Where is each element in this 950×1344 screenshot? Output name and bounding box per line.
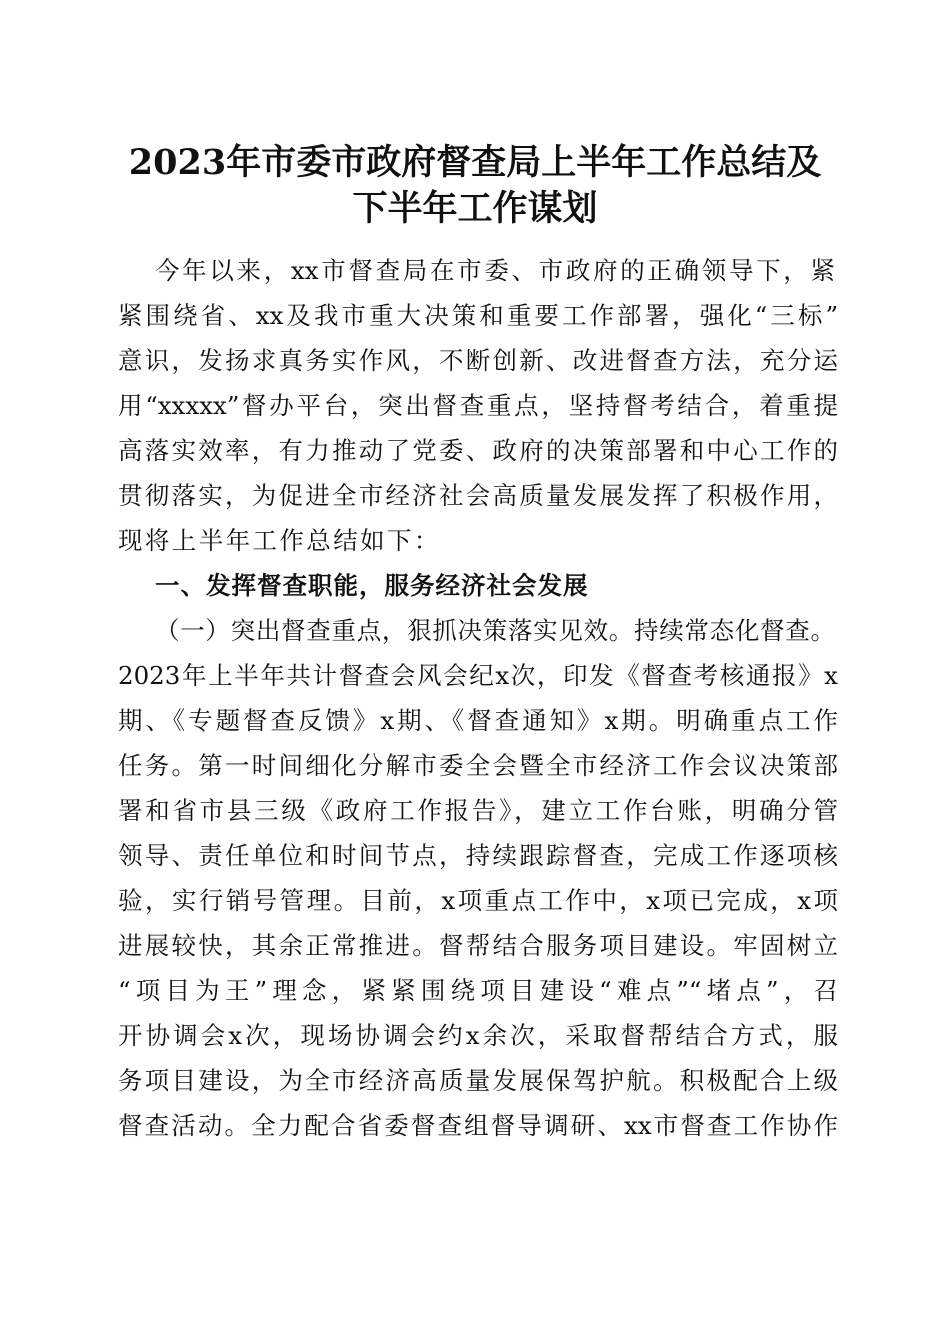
section-heading: 一、发挥督查职能，服务经济社会发展 (155, 571, 589, 600)
intro-line: 高落实效率，有力推动了党委、政府的决策部署和中心工作的 (118, 436, 838, 465)
intro-line: 今年以来，xx市督查局在市委、市政府的正确领导下，紧 (155, 256, 835, 285)
body-line: 进展较快，其余正常推进。督帮结合服务项目建设。牢固树立 (118, 931, 838, 960)
body-line: 期、《专题督查反馈》x期、《督查通知》x期。明确重点工作 (118, 706, 838, 735)
intro-line: 紧围绕省、xx及我市重大决策和重要工作部署，强化“三标” (118, 301, 838, 330)
body-line: 开协调会x次，现场协调会约x余次，采取督帮结合方式，服 (118, 1021, 838, 1050)
body-line: “项目为王”理念，紧紧围绕项目建设“难点”“堵点”，召 (118, 976, 838, 1005)
document-title-line-1: 2023年市委市政府督查局上半年工作总结及 (128, 142, 822, 183)
body-line: 务项目建设，为全市经济高质量发展保驾护航。积极配合上级 (118, 1066, 838, 1095)
body-line: 任务。第一时间细化分解市委全会暨全市经济工作会议决策部 (118, 751, 838, 780)
body-line: （一）突出督查重点，狠抓决策落实见效。持续常态化督查。 (155, 616, 835, 645)
intro-line: 贯彻落实，为促进全市经济社会高质量发展发挥了积极作用， (118, 481, 838, 510)
body-line: 验，实行销号管理。目前，x项重点工作中，x项已完成，x项 (118, 886, 838, 915)
body-line: 署和省市县三级《政府工作报告》，建立工作台账，明确分管 (118, 796, 838, 825)
intro-line: 现将上半年工作总结如下： (118, 526, 441, 555)
body-line: 督查活动。全力配合省委督查组督导调研、xx市督查工作协作 (118, 1111, 838, 1140)
body-line: 领导、责任单位和时间节点，持续跟踪督查，完成工作逐项核 (118, 841, 838, 870)
intro-line: 意识，发扬求真务实作风，不断创新、改进督查方法，充分运 (118, 346, 838, 375)
body-line: 2023年上半年共计督查会风会纪x次，印发《督查考核通报》x (118, 661, 838, 690)
intro-line: 用“xxxxx”督办平台，突出督查重点，坚持督考结合，着重提 (118, 391, 838, 420)
document-title-line-2: 下半年工作谋划 (352, 188, 598, 229)
